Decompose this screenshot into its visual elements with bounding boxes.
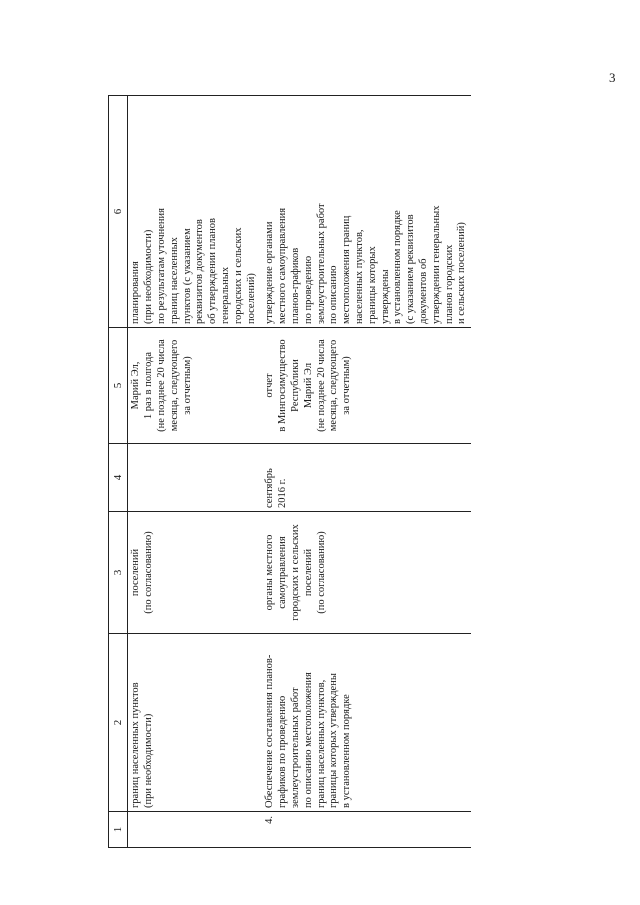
report-line: месяца, следующего <box>168 339 180 432</box>
result-line: местоположения границ <box>341 215 353 324</box>
result-line: утверждении генеральных <box>430 205 442 324</box>
header-col-1: 1 <box>109 812 128 848</box>
report-line: в Мингосимущество <box>277 339 289 432</box>
table-row <box>260 96 471 848</box>
task-line: по описанию местоположения <box>302 672 314 808</box>
task-cell <box>260 634 471 812</box>
result-line: поселений) <box>245 273 257 324</box>
header-col-4: 4 <box>109 444 128 512</box>
result-line: планов городских <box>443 244 455 324</box>
result-cell <box>260 96 471 328</box>
result-line: местного самоуправления <box>277 207 289 324</box>
result-cell <box>128 96 260 328</box>
result-line: и сельских поселений) <box>456 222 468 324</box>
report-line: отчет <box>264 373 276 398</box>
header-col-2: 2 <box>109 634 128 812</box>
result-line: в установленном порядке <box>392 210 404 324</box>
report-cell <box>128 328 260 444</box>
task-line: в установленном порядке <box>341 694 353 808</box>
result-line: границы которых <box>366 246 378 324</box>
task-line: границ населенных пунктов, <box>315 679 327 808</box>
executor-line: (по согласованию) <box>143 531 155 614</box>
result-line: пунктов (с указанием <box>181 228 193 324</box>
result-line: по описанию <box>328 265 340 324</box>
executor-cell <box>260 512 471 634</box>
deadline-cell: сентябрь 2016 г. <box>260 444 471 512</box>
task-line: (при необходимости) <box>143 713 155 808</box>
header-col-6: 6 <box>109 96 128 328</box>
deadline-cell <box>128 444 260 512</box>
report-line: Республики <box>289 359 301 412</box>
executor-cell <box>128 512 260 634</box>
result-line: землеустроительных работ <box>315 203 327 324</box>
result-line: по результатам уточнения <box>156 208 167 324</box>
task-cell <box>128 634 260 812</box>
report-line: за отчетным) <box>181 356 193 415</box>
executor-line: самоуправления <box>277 536 289 609</box>
rotated-table-container <box>108 96 562 848</box>
table-row <box>128 96 260 848</box>
plan-table <box>108 95 471 848</box>
report-line: (не позднее 20 числа <box>315 339 327 432</box>
task-line: Обеспечение составления планов- <box>264 654 276 808</box>
task-line: графиков по проведению <box>277 695 289 808</box>
task-line: границ населенных пунктов <box>130 682 142 808</box>
page-number: 3 <box>609 70 616 85</box>
result-line: по проведению <box>302 255 314 324</box>
row-number: 4. <box>260 812 471 848</box>
header-col-3: 3 <box>109 512 128 634</box>
report-line: Марий Эл <box>302 362 314 409</box>
result-line: об утверждении планов <box>207 218 219 324</box>
result-line: населенных пунктов, <box>353 229 365 324</box>
task-line: землеустроительных работ <box>289 687 301 808</box>
executor-line: поселений <box>130 548 142 597</box>
report-line: Марий Эл, <box>130 361 142 410</box>
row-number <box>128 812 260 848</box>
table-header-row <box>109 96 128 848</box>
result-line: документов об <box>417 258 429 324</box>
result-line: утверждение органами <box>264 221 276 324</box>
executor-line: поселений <box>302 548 314 597</box>
result-line: (при необходимости) <box>143 229 155 324</box>
result-line: городских и сельских <box>232 227 244 324</box>
report-line: 1 раз в полгода <box>143 351 155 420</box>
result-line: планирования <box>130 261 142 324</box>
header-col-5: 5 <box>109 328 128 444</box>
report-line: за отчетным) <box>341 356 353 415</box>
report-cell <box>260 328 471 444</box>
result-line: утверждены <box>379 269 391 324</box>
report-line: месяца, следующего <box>328 339 340 432</box>
result-line: генеральных <box>219 266 231 324</box>
result-line: планов-графиков <box>289 247 301 324</box>
executor-line: (по согласованию) <box>315 531 327 614</box>
report-line: (не позднее 20 числа <box>156 339 167 432</box>
result-line: реквизитов документов <box>194 219 206 324</box>
executor-line: городских и сельских <box>289 524 301 621</box>
result-line: (с указанием реквизитов <box>405 214 417 324</box>
task-line: границы которых утверждены <box>328 673 340 808</box>
result-line: границ населенных <box>168 237 180 324</box>
executor-line: органы местного <box>264 534 276 611</box>
